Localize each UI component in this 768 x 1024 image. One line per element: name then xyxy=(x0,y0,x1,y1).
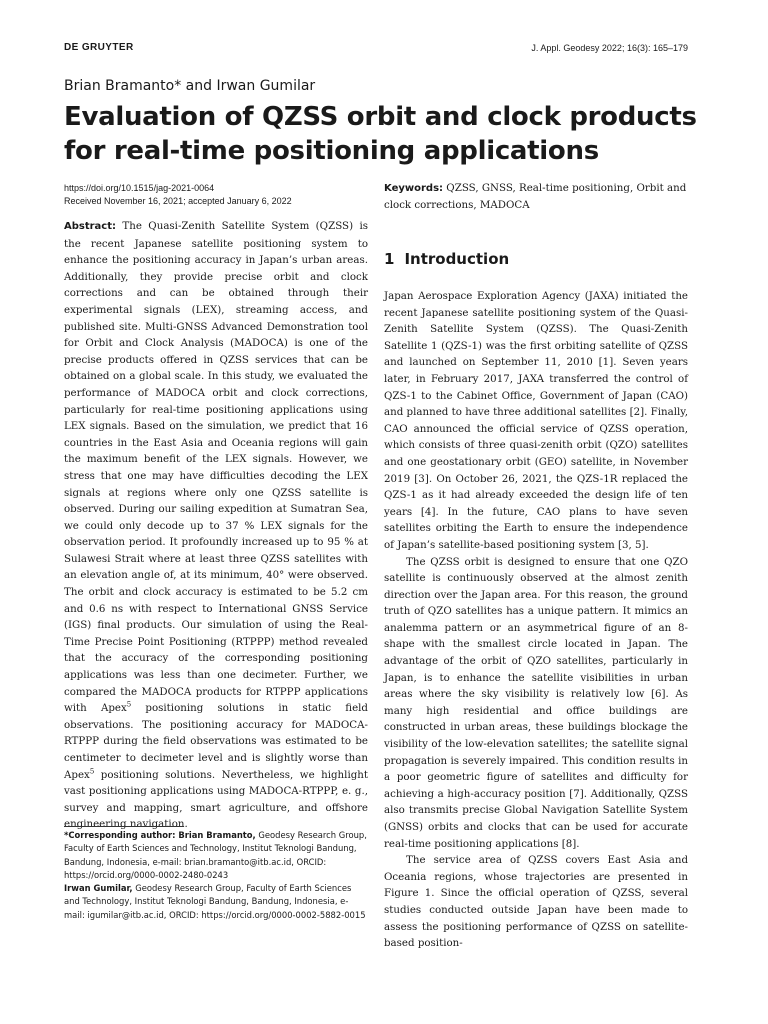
intro-paragraph-2: The QZSS orbit is designed to ensure that one QZO satellite is continuously observed at the almost zenith direction over the Japan area. For this reason, the ground truth of QZO satellites has a unique pattern. It mimics an analemma pattern or an asymmetrical figure of an 8-shape with the smallest circle located in Japan. The advantage of the orbit of QZO satellites, particularly in Japan, is to enhance the satellite visibilities in urban areas where the sky visibility is relatively low [6]. As many high residential and office buildings are constructed in urban areas, these buildings blockage the visibility of the low-elevation satellites; the satellite signal propagation is severely impaired. This condition results in a poor geometric figure of satellites and difficulty for achieving a high-accuracy position [7]. Additionally, QZSS also transmits precise Global Navigation Satellite System (GNSS) orbits and clocks that can be used for accurate real-time positioning applications [8]. xyxy=(384,555,688,850)
intro-paragraph-1: Japan Aerospace Exploration Agency (JAXA) initiated the recent Japanese satellite positioning system of the Quasi-Zenith Satellite System (QZSS). The Quasi-Zenith Satellite 1 (QZS-1) was the first orbiting satellite of QZSS and launched on September 11, 2010 [1]. Seven years later, in February 2017, JAXA transferred the control of QZS-1 to the Cabinet Office, Government of Japan (CAO) and planned to have three additional satellites [2]. Finally, CAO announced the official service of QZSS operation, which consists of three quasi-zenith orbit (QZO) satellites and one geostationary orbit (GEO) satellite, in November 2019 [3]. On October 26, 2021, the QZS-1R replaced the QZS-1 as it had already exceeded the design life of ten years [4]. In the future, CAO plans to have seven satellites orbiting the Earth to ensure the independence of Japan’s satellite-based positioning system [3, 5]. xyxy=(384,290,688,551)
intro-paragraph-3: The service area of QZSS covers East Asia and Oceania regions, whose trajectories are presented in Figure 1. Since the official operation of QZSS, several studies conducted outside Japan have been made to assess the positioning performance of QZSS on satellite-based position- xyxy=(384,854,688,950)
corresponding-author-text: Geodesy Research Group, Faculty of Earth Sciences and Technology, Institut Teknologi Bandung, Bandung, Indonesia, e-mail: brian.bramanto@itb.ac.id, ORCID: https://orcid.org/0000-0002-2480-0243 xyxy=(64,830,367,880)
introduction-body xyxy=(384,288,688,952)
keywords-text: QZSS, GNSS, Real-time positioning, Orbit and clock corrections, MADOCA xyxy=(384,182,687,211)
abstract-label: Abstract: xyxy=(64,221,117,232)
second-author-text: Geodesy Research Group, Faculty of Earth Sciences and Technology, Institut Teknologi Bandung, Bandung, Indonesia, e-mail: igumilar@itb.ac.id, ORCID: https://orcid.org/0000-0002-5882-0015 xyxy=(64,883,366,920)
abstract-text-3: positioning solutions. Nevertheless, we highlight vast positioning applications using MADOCA-RTPPP, e. g., survey and mapping, smart agriculture, and offshore engineering navigation. xyxy=(64,768,368,831)
footnote-divider xyxy=(64,826,184,827)
doi-link[interactable]: https://doi.org/10.1515/jag-2021-0064 xyxy=(64,183,215,193)
author-footnotes xyxy=(64,826,368,922)
article-title: Evaluation of QZSS orbit and clock products for real-time positioning applications xyxy=(64,102,697,166)
article-dates: Received November 16, 2021; accepted January 6, 2022 xyxy=(64,196,292,206)
author-list: Brian Bramanto* and Irwan Gumilar xyxy=(64,78,316,94)
section-number: 1 xyxy=(384,250,395,268)
superscript-5-b: 5 xyxy=(89,767,95,776)
abstract-text-2: positioning solutions in static field observations. The positioning accuracy for MADOCA-RTPPP during the field observations was estimated to be centimeter to decimeter level and is slightly worse than Apex xyxy=(64,702,368,781)
section-title: Introduction xyxy=(404,250,510,268)
second-author-note xyxy=(64,882,368,922)
corresponding-author-note xyxy=(64,829,368,882)
article-meta xyxy=(64,182,292,208)
abstract xyxy=(64,218,368,833)
keywords xyxy=(384,180,688,213)
publisher-name: DE GRUYTER xyxy=(64,42,134,53)
journal-citation: J. Appl. Geodesy 2022; 16(3): 165–179 xyxy=(531,43,688,53)
corresponding-author-label: *Corresponding author: Brian Bramanto, xyxy=(64,830,256,840)
superscript-5-a: 5 xyxy=(126,700,132,709)
section-heading-introduction xyxy=(384,250,509,268)
abstract-text-1: The Quasi-Zenith Satellite System (QZSS) is the recent Japanese satellite positioning system to enhance the positioning accuracy in Japan’s urban areas. Additionally, they provide precise orbit and clock corrections and can be obtained through their experimental signals (LEX), streaming access, and published site. Multi-GNSS Advanced Demonstration tool for Orbit and Clock Analysis (MADOCA) is one of the precise products offered in QZSS services that can be obtained on a global scale. In this study, we evaluated the performance of MADOCA orbit and clock corrections, particularly for real-time positioning applications using LEX signals. Based on the simulation, we predict that 16 countries in the East Asia and Oceania regions will gain the maximum benefit of the LEX signals. However, we stress that one may have difficulties decoding the LEX signals at regions where only one QZSS satellite is observed. During our sailing expedition at Sumatran Sea, we could only decode up to 37 % LEX signals for the observation period. It profoundly increased up to 95 % at Sulawesi Strait where at least three QZSS satellites with an elevation angle of, at its minimum, 40° were observed. The orbit and clock accuracy is estimated to be 5.2 cm and 0.6 ns with respect to International GNSS Service (IGS) final products. Our simulation of using the Real-Time Precise Point Positioning (RTPPP) method revealed that the accuracy of the corresponding positioning applications was less than one decimeter. Further, we compared the MADOCA products for RTPPP applications with Apex xyxy=(64,220,368,715)
second-author-label: Irwan Gumilar, xyxy=(64,883,133,894)
keywords-label: Keywords: xyxy=(384,183,444,194)
